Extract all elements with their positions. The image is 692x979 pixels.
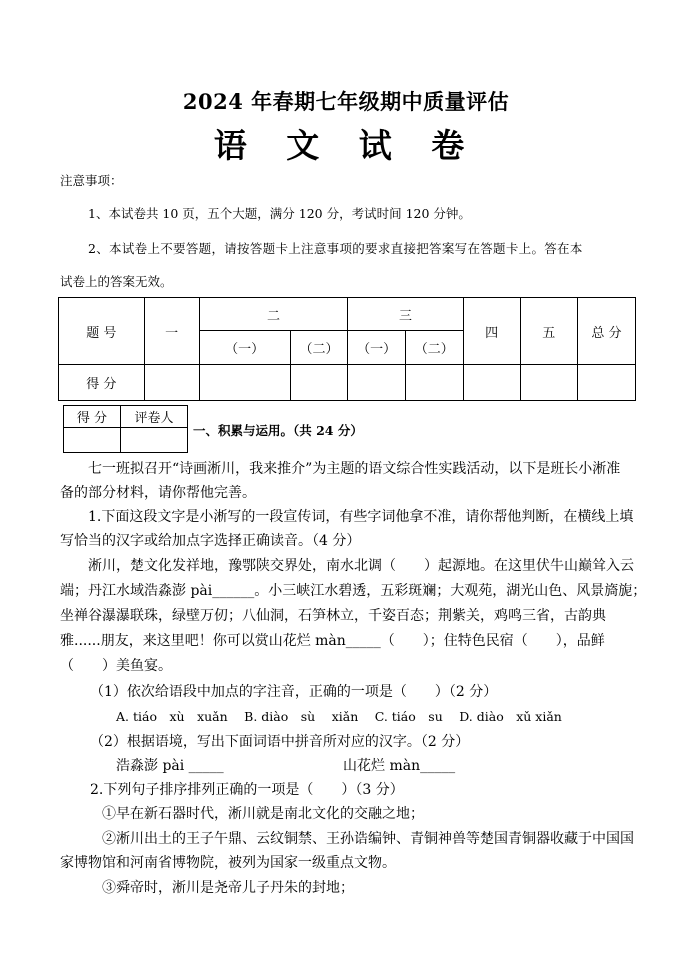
- score-table-label-question: 题 号: [59, 298, 145, 365]
- score-table-sub-2b: （二）: [290, 331, 348, 365]
- score-table-col-4: 四: [463, 298, 520, 365]
- score-cell: [199, 365, 290, 401]
- score-table-sub-3a: （一）: [348, 331, 406, 365]
- score-table: [58, 297, 636, 401]
- passage-line-3: 坐禅谷瀑瀑联珠，绿壁万仞；八仙洞，石笋林立，千姿百态；荆紫关，鸡鸣三省，古韵典: [60, 608, 606, 624]
- passage-line-5: （ ）美鱼宴。: [60, 658, 172, 674]
- score-cell: [144, 365, 199, 401]
- grader-box-grader-cell: [121, 428, 188, 453]
- passage-line-1: 淅川，楚文化发祥地，豫鄂陕交界处，南水北调（ ）起源地。在这里伏牛山巅耸入云: [88, 558, 634, 574]
- grader-box-score-label: 得 分: [64, 406, 121, 428]
- passage-line-4: 雅......朋友，来这里吧！你可以赏山花烂 màn_____（ ）；住特色民宿（ ），品鲜: [60, 633, 605, 649]
- q2-sentence-3: ③舜帝时，淅川是尧帝儿子丹朱的封地；: [102, 880, 354, 896]
- q1-options: A. tiáo xù xuǎn B. diào sù xiǎn C. tiáo su D. diào xǔ xiǎn: [116, 709, 562, 724]
- passage-line-2: 端；丹江水域浩淼澎 pài______。小三峡江水碧透，五彩斑斓；大观苑，湖光山色、风景旖旎；: [60, 583, 647, 599]
- score-table-col-5: 五: [520, 298, 577, 365]
- q1-stem-line-1: 1.下面这段文字是小淅写的一段宣传词，有些字词他拿不准，请你帮他判断，在横线上填: [88, 509, 634, 525]
- score-cell: [348, 365, 406, 401]
- score-cell: [290, 365, 348, 401]
- score-cell: [463, 365, 520, 401]
- q1-blank-b: 山花烂 màn_____: [343, 758, 456, 774]
- grader-box: [63, 405, 188, 453]
- score-table-col-2: 二: [199, 298, 348, 331]
- q1-sub-2: （2）根据语境，写出下面词语中拼音所对应的汉字。（2 分）: [90, 734, 470, 750]
- score-table-label-score: 得 分: [59, 365, 145, 401]
- score-table-col-1: 一: [144, 298, 199, 365]
- subject-title: 语 文 试 卷: [213, 126, 479, 165]
- q1-sub-1: （1）依次给语段中加点的字注音，正确的一项是（ ）（2 分）: [90, 684, 498, 700]
- notes-item-2: 2、本试卷上不要答题，请按答题卡上注意事项的要求直接把答案写在答题卡上。答在本: [88, 241, 583, 256]
- q2-stem: 2.下列句子排序排列正确的一项是（ ）（3 分）: [90, 782, 404, 798]
- grader-box-score-cell: [64, 428, 121, 453]
- intro-line-1: 七一班拟召开“诗画淅川，我来推介”为主题的语文综合性实践活动，以下是班长小淅准: [88, 461, 621, 477]
- score-cell: [405, 365, 463, 401]
- q1-blank-a: 浩淼澎 pài _____: [116, 758, 224, 774]
- score-cell: [520, 365, 577, 401]
- score-table-col-total: 总 分: [577, 298, 635, 365]
- notes-item-2-cont: 试卷上的答案无效。: [60, 274, 173, 289]
- q2-sentence-2: ②淅川出土的王子午鼎、云纹铜禁、王孙诰编钟、青铜神兽等楚国青铜器收藏于中国国: [102, 831, 634, 847]
- score-table-sub-3b: （二）: [405, 331, 463, 365]
- score-table-col-3: 三: [348, 298, 463, 331]
- score-table-sub-2a: （一）: [199, 331, 290, 365]
- q2-sentence-2-cont: 家博物馆和河南省博物院，被列为国家一级重点文物。: [60, 855, 396, 871]
- score-cell: [577, 365, 635, 401]
- q2-sentence-1: ①早在新石器时代，淅川就是南北文化的交融之地；: [102, 806, 424, 822]
- q1-stem-line-2: 写恰当的汉字或给加点字选择正确读音。（4 分）: [60, 533, 361, 549]
- section-1-heading: 一、积累与运用。（共 24 分）: [193, 423, 363, 438]
- notes-heading: 注意事项：: [60, 173, 123, 188]
- exam-title: 2024 年春期七年级期中质量评估: [182, 89, 510, 114]
- grader-box-grader-label: 评卷人: [121, 406, 188, 428]
- intro-line-2: 备的部分材料，请你帮他完善。: [60, 485, 256, 501]
- notes-item-1: 1、本试卷共 10 页，五个大题，满分 120 分，考试时间 120 分钟。: [88, 206, 471, 221]
